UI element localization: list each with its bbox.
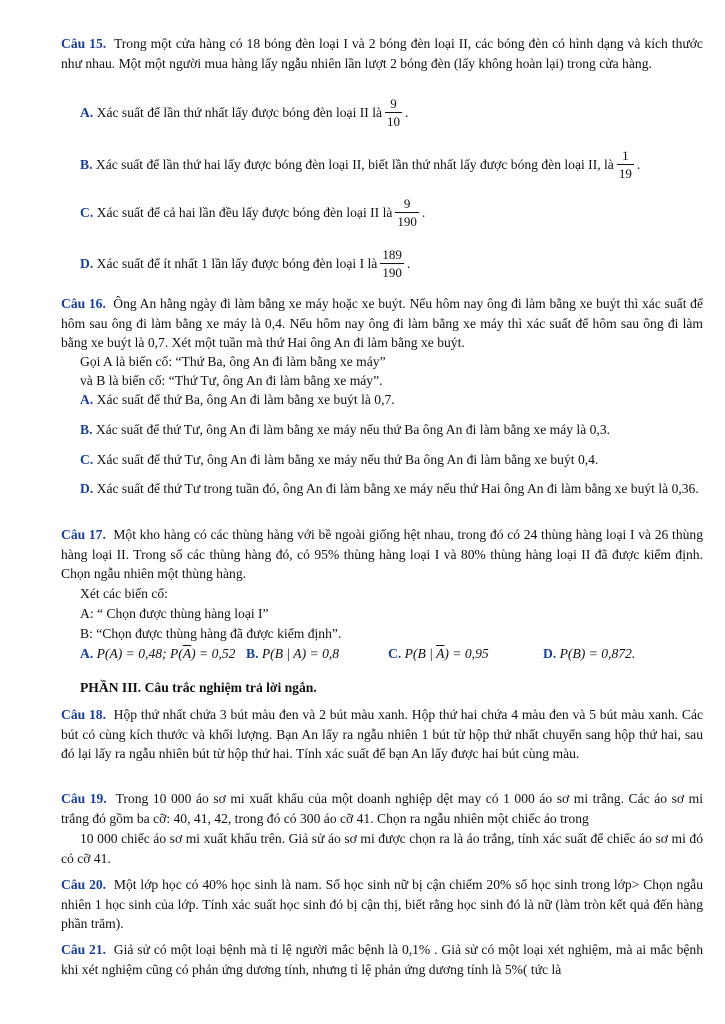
option-formula-part: P(B | bbox=[404, 646, 437, 661]
question-19-cont: 10 000 chiếc áo sơ mi xuất khẩu trên. Giả sử áo sơ mi được chọn ra là áo trắng, tính xác suất để chiếc áo sơ mi đó có cỡ 41. bbox=[61, 831, 703, 866]
question-label: Câu 16. bbox=[61, 296, 106, 311]
option-end: . bbox=[405, 104, 409, 120]
option-text: Xác suất để lần thứ nhất lấy được bóng đèn loại II là bbox=[96, 104, 383, 120]
option-key: A. bbox=[80, 104, 94, 120]
complement-a: $\overline{A}$ bbox=[436, 646, 445, 661]
question-18 bbox=[61, 705, 703, 764]
question-20 bbox=[61, 875, 703, 934]
question-text: Trong 10 000 áo sơ mi xuất khẩu của một doanh nghiệp dệt may có 1 000 áo sơ mi trắng. Các áo sơ mi trắng đó gồm ba cỡ: 40, 41, 42, trong đó có 300 áo cỡ 41. Chọn ra ngẫu nhiên một chiếc áo trong bbox=[61, 791, 703, 826]
q16-option-b[interactable] bbox=[80, 420, 703, 440]
q17-event-a: A: “ Chọn được thùng hàng loại I” bbox=[80, 606, 269, 621]
q17-intro: Xét các biến cố: bbox=[80, 586, 168, 601]
option-key: B. bbox=[80, 422, 93, 437]
option-key: B. bbox=[246, 646, 259, 661]
question-text: Trong một cửa hàng có 18 bóng đèn loại I và 2 bóng đèn loại II, các bóng đèn có hình dạng và kích thước như nhau. Một một người mua hàng lấy ngẫu nhiên lần lượt 2 bóng đèn (lấy không hoàn lại) trong cửa hàng. bbox=[61, 36, 703, 71]
q16-option-d[interactable] bbox=[61, 479, 703, 499]
q15-option-c[interactable] bbox=[80, 196, 703, 229]
question-16 bbox=[61, 294, 703, 353]
option-end: . bbox=[406, 255, 411, 271]
question-text: Một lớp học có 40% học sinh là nam. Số học sinh nữ bị cận chiếm 20% số học sinh trong lớp> Chọn ngẫu nhiên 1 học sinh của lớp. Tính xác suất học sinh đó bị cận thị, biết rằng học sinh đó là nữ (làm tròn kết quả đến hàng phần trăm). bbox=[61, 877, 703, 931]
option-key: B. bbox=[80, 156, 93, 172]
denominator: 190 bbox=[382, 265, 402, 280]
question-17 bbox=[61, 525, 703, 584]
denominator: 10 bbox=[387, 114, 401, 129]
option-key: A. bbox=[80, 392, 94, 407]
question-label: Câu 17. bbox=[61, 527, 106, 542]
question-text: Giả sử có một loại bệnh mà tỉ lệ người mắc bệnh là 0,1% . Giả sử có một loại xét nghiệm, mà ai mắc bệnh khi xét nghiệm cũng có phản ứng dương tính, nhưng tỉ lệ phản ứng dương tính là 5%( tức là bbox=[61, 942, 704, 977]
option-formula: P(B) = 0,872. bbox=[559, 646, 636, 661]
question-19 bbox=[61, 789, 703, 828]
question-21 bbox=[61, 940, 703, 979]
numerator: 189 bbox=[382, 247, 402, 262]
option-end: . bbox=[421, 204, 426, 220]
option-text: Xác suất để ít nhất 1 lần lấy được bóng đèn loại I là bbox=[96, 255, 378, 271]
fraction bbox=[385, 96, 402, 129]
question-label: Câu 15. bbox=[61, 36, 107, 51]
option-formula: P(B | A) = 0,8 bbox=[261, 646, 340, 661]
q17-option-d[interactable] bbox=[543, 646, 635, 662]
option-key: D. bbox=[80, 481, 94, 496]
complement-a: $\overline{A}$ bbox=[182, 646, 192, 661]
q16-event-b: và B là biến cố: “Thứ Tư, ông An đi làm bằng xe máy”. bbox=[80, 373, 383, 388]
question-label: Câu 20. bbox=[61, 877, 107, 892]
q17-option-a[interactable] bbox=[80, 646, 235, 662]
fraction bbox=[395, 196, 419, 229]
fraction bbox=[380, 247, 404, 280]
question-15 bbox=[61, 34, 703, 73]
option-formula-part: ) = 0,52 bbox=[191, 646, 236, 661]
question-text: Một kho hàng có các thùng hàng với bề ngoài giống hệt nhau, trong đó có 24 thùng hàng loại I và 26 thùng hàng loại II. Trong số các thùng hàng đó, có 95% thùng hàng loại I và 80% thùng hàng loại II đã được kiểm định. Chọn ngẫu nhiên một thùng hàng. bbox=[61, 527, 704, 581]
q15-option-d[interactable] bbox=[80, 247, 703, 280]
section-heading: PHẦN III. Câu trắc nghiệm trả lời ngắn. bbox=[80, 680, 317, 695]
option-text: Xác suất để thứ Tư, ông An đi làm bằng xe máy nếu thứ Ba ông An đi làm bằng xe máy là 0,3. bbox=[95, 422, 611, 437]
option-key: A. bbox=[80, 646, 94, 661]
q16-option-c[interactable] bbox=[80, 450, 703, 470]
question-text: Ông An hằng ngày đi làm bằng xe máy hoặc xe buýt. Nếu hôm nay ông đi làm bằng xe buýt thì xác suất để hôm sau ông đi làm bằng xe máy là 0,4. Nếu hôm nay ông đi làm bằng xe máy thì xác suất để hôm sau ông đi làm bằng xe buýt là 0,7. Xét một tuần mà thứ Hai ông An đi làm bằng xe buýt. bbox=[61, 296, 704, 350]
question-label: Câu 19. bbox=[61, 791, 107, 806]
option-text: Xác suất để thứ Tư trong tuần đó, ông An đi làm bằng xe máy nếu thứ Hai ông An đi làm bằng xe buýt là 0,36. bbox=[96, 481, 699, 496]
option-key: C. bbox=[80, 204, 94, 220]
option-key: C. bbox=[388, 646, 402, 661]
option-text: Xác suất để thứ Ba, ông An đi làm bằng xe buýt là 0,7. bbox=[96, 392, 395, 407]
q17-option-b[interactable] bbox=[246, 646, 339, 662]
option-key: D. bbox=[543, 646, 557, 661]
q16-event-a: Gọi A là biến cố: “Thứ Ba, ông An đi làm bằng xe máy” bbox=[80, 354, 386, 369]
option-key: C. bbox=[80, 452, 94, 467]
numerator: 9 bbox=[403, 196, 411, 211]
numerator: 9 bbox=[390, 96, 397, 111]
q17-option-c[interactable] bbox=[388, 646, 489, 662]
option-end: . bbox=[636, 156, 641, 172]
question-label: Câu 21. bbox=[61, 942, 107, 957]
q17-event-b: B: “Chọn được thùng hàng đã được kiểm định”. bbox=[80, 626, 342, 641]
option-text: Xác suất để lần thứ hai lấy được bóng đèn loại II, biết lần thứ nhất lấy được bóng đèn loại II, là bbox=[95, 156, 614, 172]
option-text: Xác suất để thứ Tư, ông An đi làm bằng xe máy nếu thứ Ba ông An đi làm bằng xe buýt 0,4. bbox=[96, 452, 599, 467]
question-text: Hộp thứ nhất chứa 3 bút màu đen và 2 bút màu xanh. Hộp thứ hai chứa 4 màu đen và 5 bút màu xanh. Các bút có cùng kích thước và khối lượng. Bạn An lấy ra ngẫu nhiên 1 bút từ hộp thứ nhất chuyển sang hộp thứ hai, sau đó lại lấy ra ngẫu nhiên bút từ hộp thứ hai. Tính xác suất để bạn An lấy được hai bút cùng màu. bbox=[61, 707, 704, 761]
q15-option-b[interactable] bbox=[80, 148, 703, 181]
option-formula-part: ) = 0,95 bbox=[444, 646, 489, 661]
q16-option-a[interactable] bbox=[80, 390, 703, 410]
numerator: 1 bbox=[622, 148, 629, 163]
denominator: 19 bbox=[618, 166, 632, 181]
denominator: 190 bbox=[397, 214, 417, 229]
option-text: Xác suất để cả hai lần đều lấy được bóng đèn loại II là bbox=[96, 204, 393, 220]
fraction bbox=[617, 148, 634, 181]
question-label: Câu 18. bbox=[61, 707, 106, 722]
option-formula-part: P(A) = 0,48; P( bbox=[96, 646, 183, 661]
q15-option-a[interactable] bbox=[80, 96, 703, 129]
option-key: D. bbox=[80, 255, 94, 271]
